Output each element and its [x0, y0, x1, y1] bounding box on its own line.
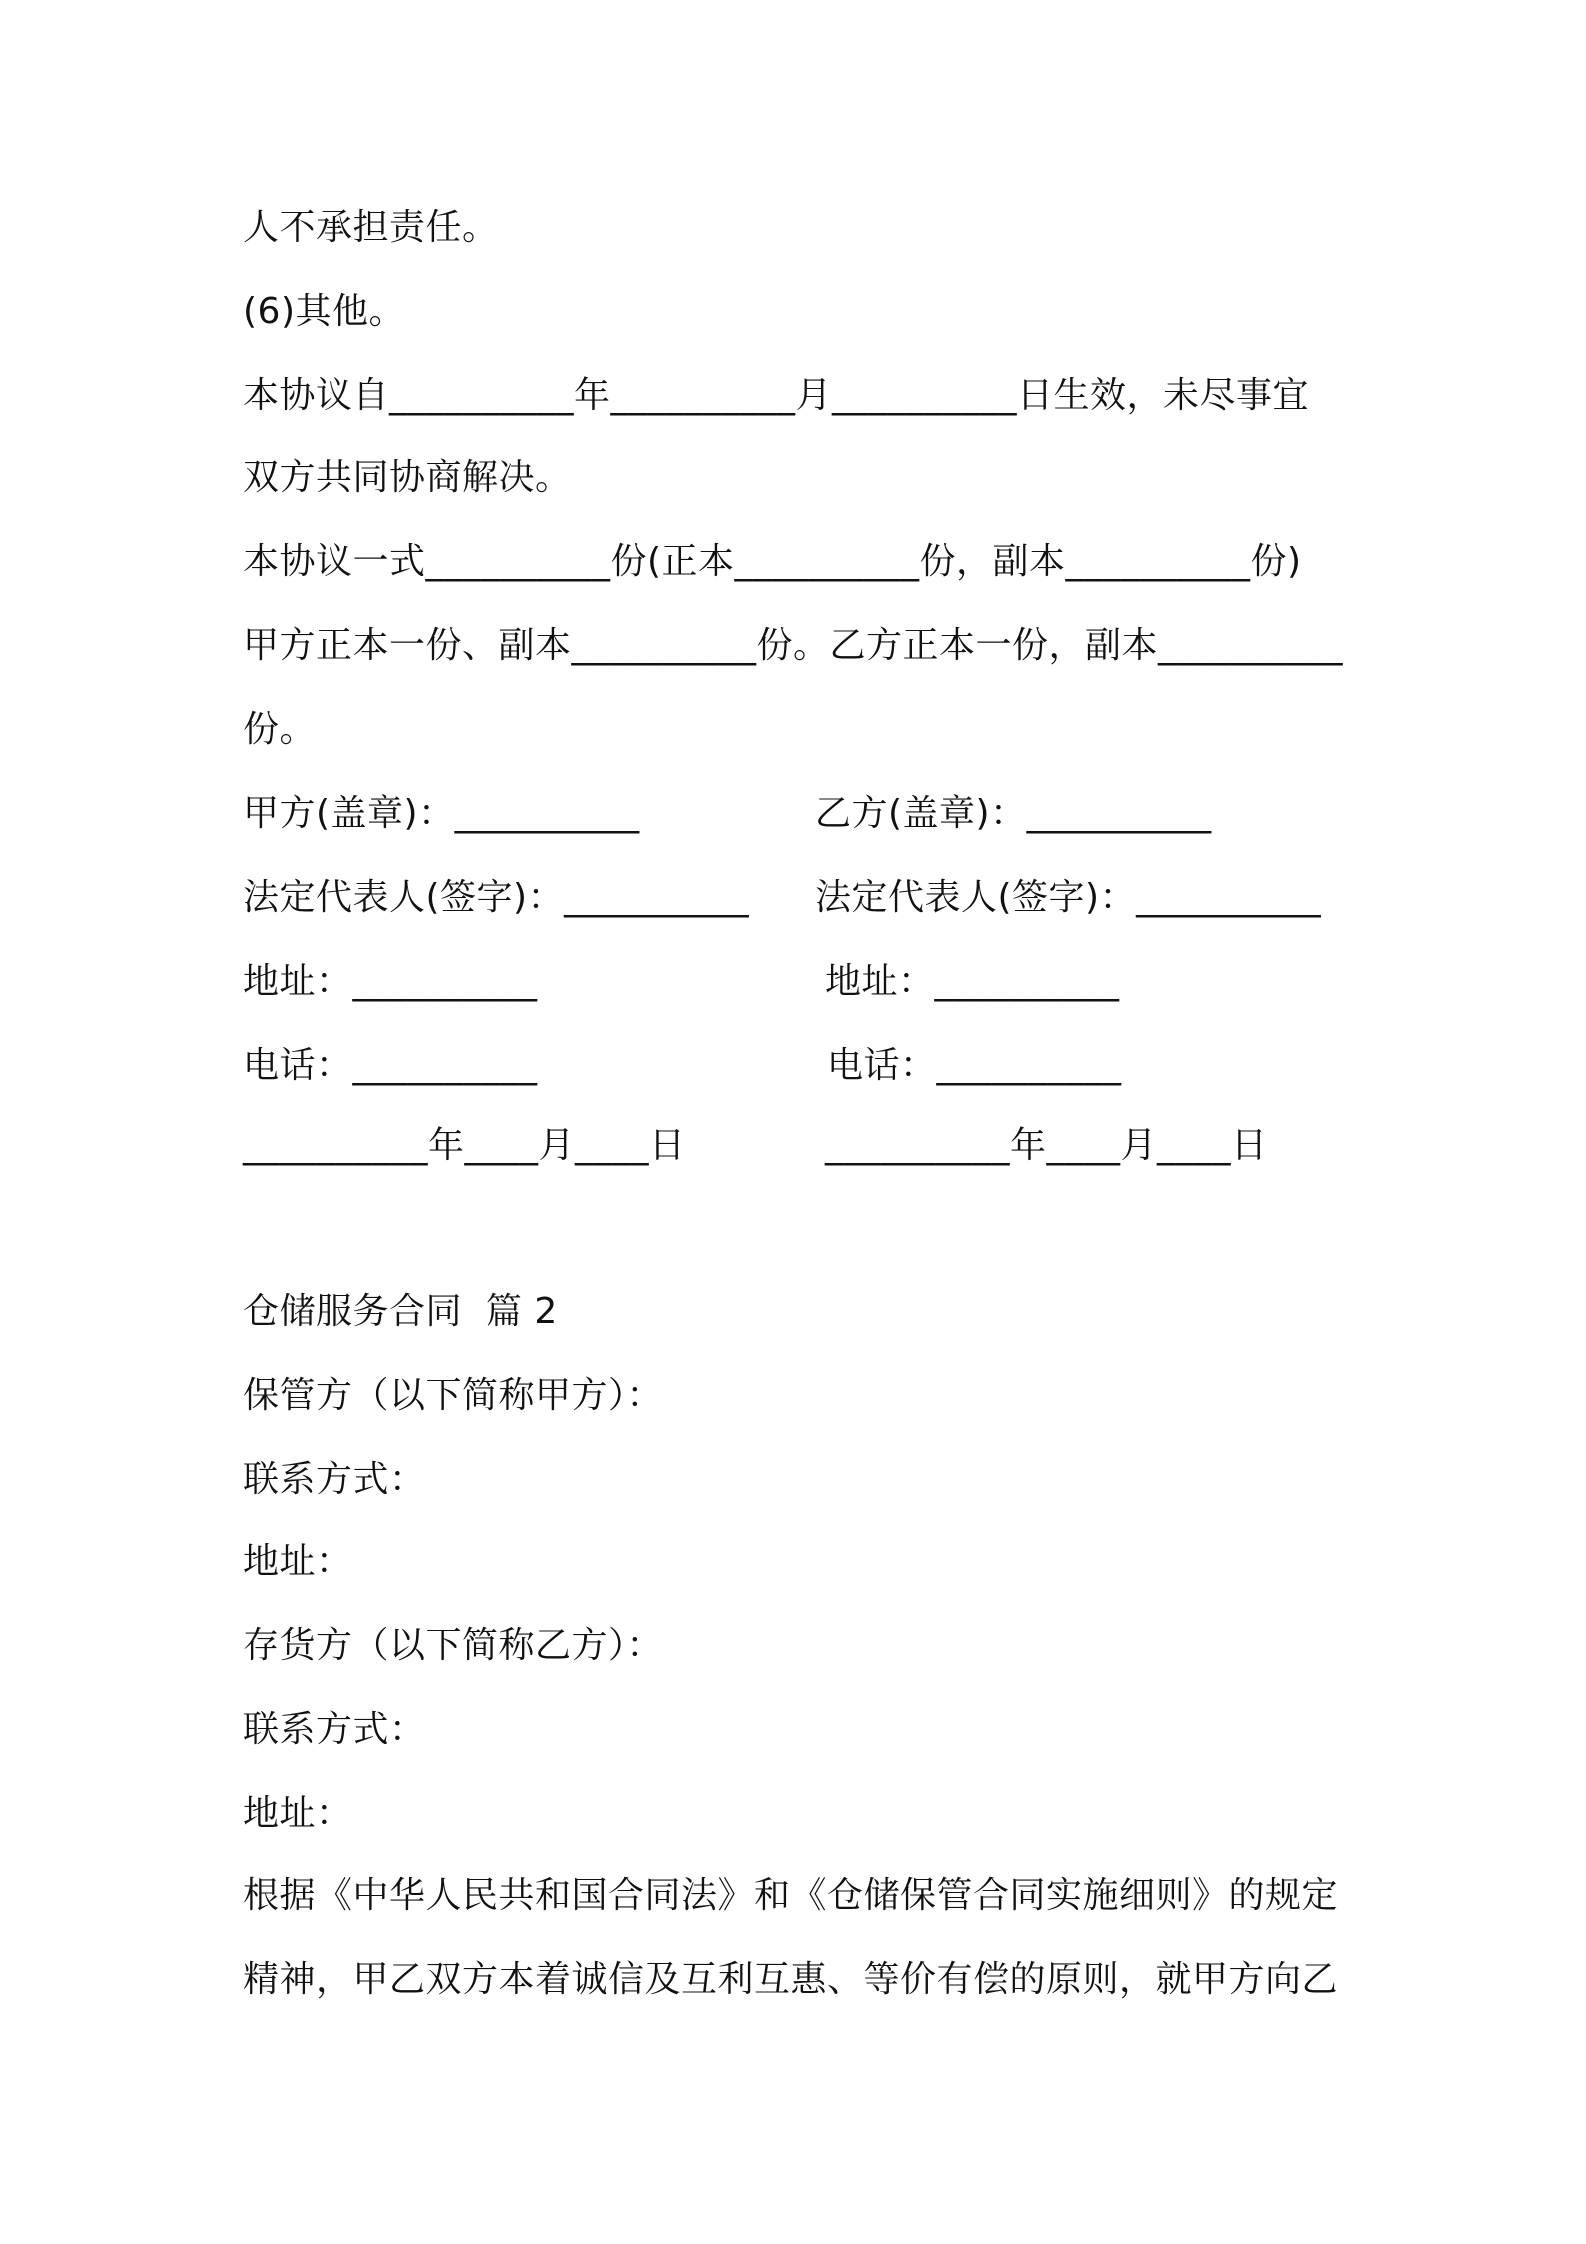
depositor-label: 存货方（以下简称乙方）：	[243, 1625, 664, 1666]
depositor-contact-label: 联系方式：	[243, 1709, 426, 1750]
paragraph-line: 本协议自__________年__________月__________日生效，未尽事宜	[243, 375, 1310, 416]
depositor-address-label: 地址：	[243, 1793, 353, 1834]
paragraph-line: 根据《中华人民共和国合同法》和《仓储保管合同实施细则》的规定	[243, 1875, 1339, 1916]
paragraph-line: 甲方正本一份、副本__________份。乙方正本一份，副本__________	[243, 625, 1344, 666]
party-a-address: 地址：__________	[243, 961, 538, 1002]
paragraph-line: 人不承担责任。	[243, 207, 499, 248]
party-a-phone: 电话：__________	[243, 1045, 538, 1086]
paragraph-line: 本协议一式__________份(正本__________份，副本__________份)	[243, 541, 1302, 582]
party-a-date: __________年____月____日	[243, 1125, 686, 1166]
party-b-phone: 电话：__________	[827, 1045, 1122, 1086]
paragraph-line: 份。	[243, 709, 317, 750]
custodian-label: 保管方（以下简称甲方）：	[243, 1375, 664, 1416]
party-b-representative: 法定代表人(签字)：__________	[815, 877, 1322, 918]
party-b-address: 地址：__________	[825, 961, 1120, 1002]
party-a-seal: 甲方(盖章)：__________	[243, 793, 640, 834]
party-b-seal: 乙方(盖章)：__________	[815, 793, 1212, 834]
section-title: 仓储服务合同 篇 2	[243, 1291, 558, 1332]
party-b-date: __________年____月____日	[825, 1125, 1268, 1166]
custodian-contact-label: 联系方式：	[243, 1459, 426, 1500]
paragraph-line: 双方共同协商解决。	[243, 457, 572, 498]
party-a-representative: 法定代表人(签字)：__________	[243, 877, 750, 918]
paragraph-line: 精神，甲乙双方本着诚信及互利互惠、等价有偿的原则，就甲方向乙	[243, 1959, 1339, 2000]
custodian-address-label: 地址：	[243, 1541, 353, 1582]
paragraph-line: (6)其他。	[243, 291, 405, 332]
